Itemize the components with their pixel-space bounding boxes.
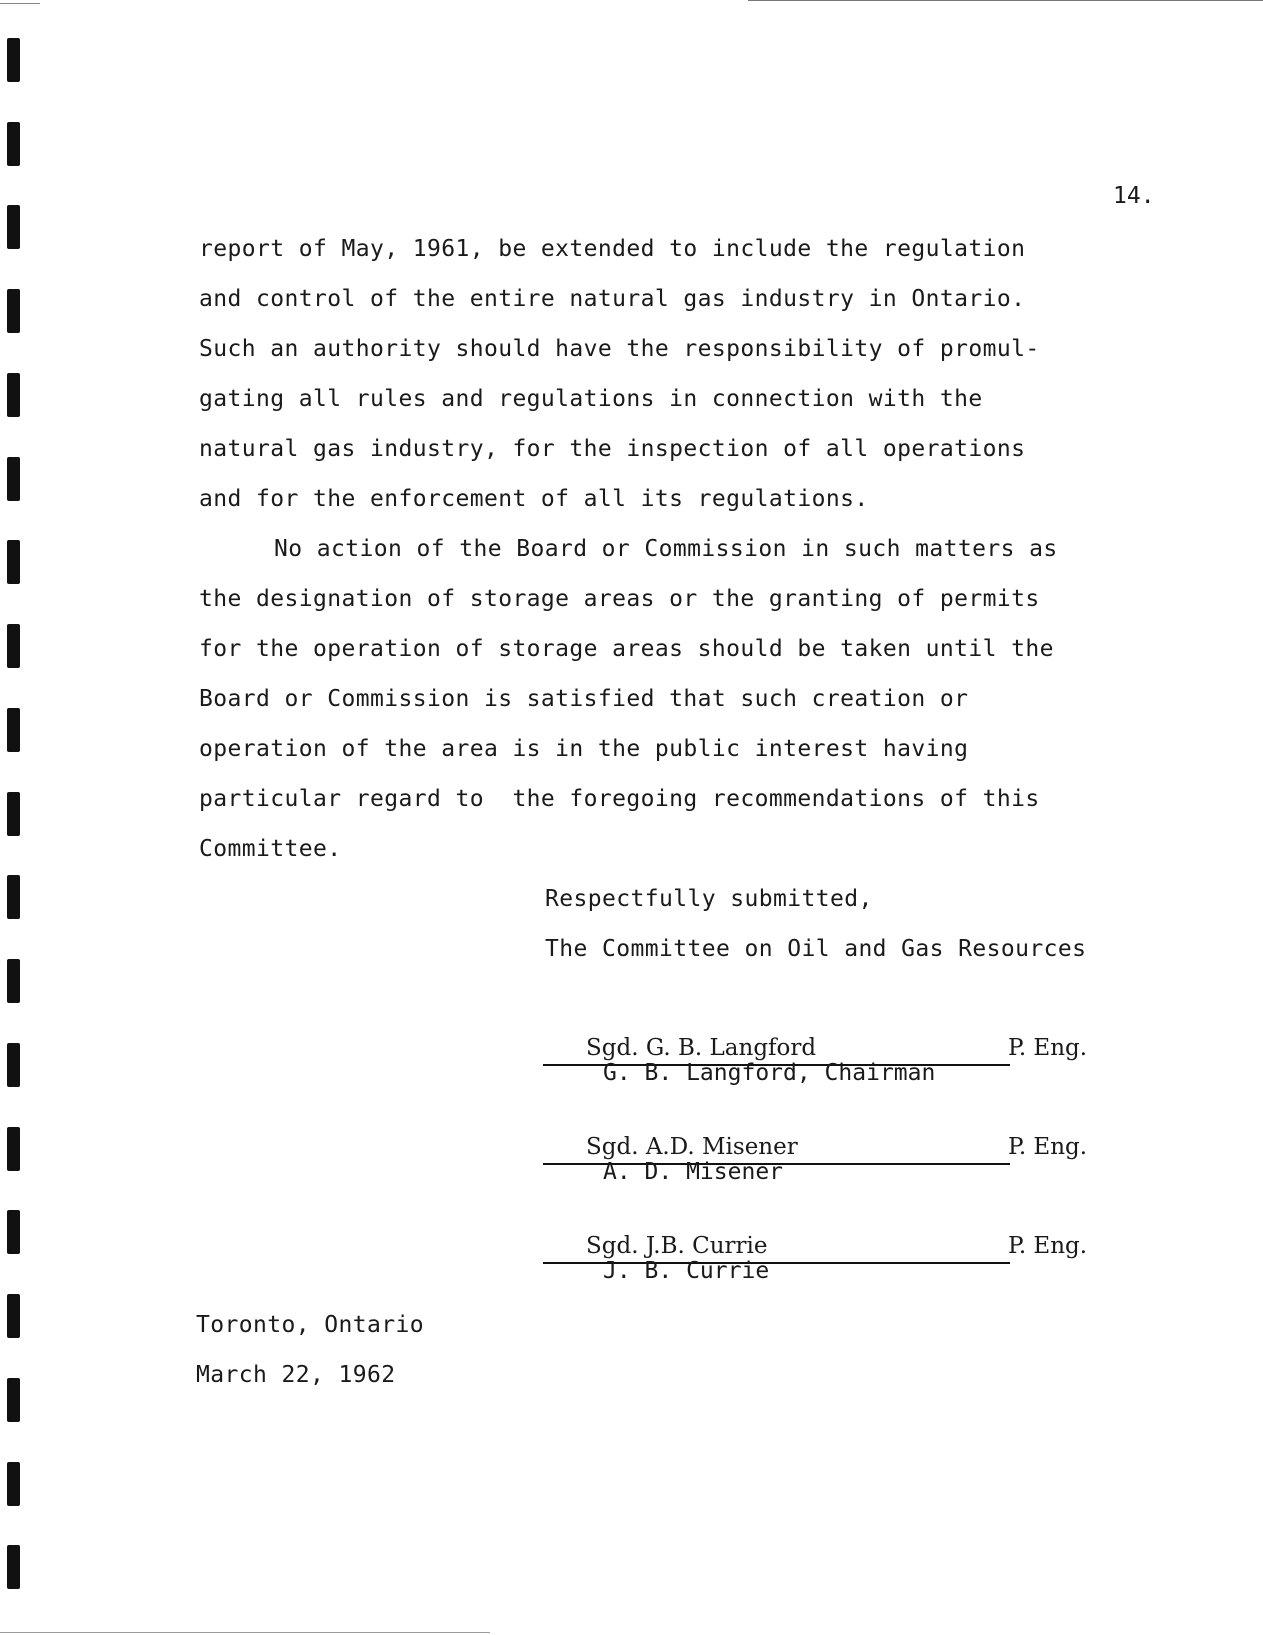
signature-title: P. Eng. (1008, 1233, 1088, 1259)
punch-mark (7, 1043, 20, 1087)
signature-block (543, 1035, 1113, 1095)
punch-mark (7, 624, 20, 668)
body-line: and control of the entire natural gas industry in Ontario. (199, 286, 1026, 312)
punch-mark (7, 959, 20, 1003)
bottom-rule (0, 1632, 490, 1633)
punch-mark (7, 373, 20, 417)
page-number: 14. (1113, 183, 1155, 209)
punch-mark (7, 1378, 20, 1422)
body-line: Board or Commission is satisfied that such creation or (199, 686, 969, 712)
date: March 22, 1962 (196, 1362, 396, 1388)
punch-mark (7, 1127, 20, 1171)
punch-mark (7, 875, 20, 919)
closing-salutation: Respectfully submitted, (545, 886, 873, 912)
signature-block (543, 1233, 1113, 1293)
signature-signed: Sgd. G. B. Langford (586, 1035, 817, 1061)
body-line: for the operation of storage areas should be taken until the (199, 636, 1054, 662)
body-line: report of May, 1961, be extended to include the regulation (199, 236, 1026, 262)
signature-signed: Sgd. A.D. Misener (586, 1134, 798, 1160)
punch-mark (7, 1545, 20, 1589)
punch-mark (7, 540, 20, 584)
body-line: the designation of storage areas or the granting of permits (199, 586, 1040, 612)
punch-mark (7, 289, 20, 333)
signature-block (543, 1134, 1113, 1194)
body-line: Committee. (199, 836, 342, 862)
signature-name: G. B. Langford, Chairman (603, 1060, 936, 1086)
committee-name: The Committee on Oil and Gas Resources (545, 936, 1087, 962)
location: Toronto, Ontario (196, 1312, 424, 1338)
punch-mark (7, 205, 20, 249)
body-line: particular regard to the foregoing recommendations of this (199, 786, 1040, 812)
body-line: gating all rules and regulations in connection with the (199, 386, 983, 412)
signature-signed: Sgd. J.B. Currie (586, 1233, 768, 1259)
signature-name: A. D. Misener (603, 1159, 784, 1185)
punch-marks (7, 0, 27, 1635)
top-rule-right (748, 0, 1263, 1)
punch-mark (7, 122, 20, 166)
punch-mark (7, 1210, 20, 1254)
punch-mark (7, 708, 20, 752)
body-line: natural gas industry, for the inspection of all operations (199, 436, 1026, 462)
punch-mark (7, 457, 20, 501)
body-line: No action of the Board or Commission in such matters as (274, 536, 1058, 562)
punch-mark (7, 38, 20, 82)
signature-name: J. B. Currie (603, 1258, 770, 1284)
body-line: and for the enforcement of all its regulations. (199, 486, 869, 512)
body-line: Such an authority should have the responsibility of promul- (199, 336, 1040, 362)
punch-mark (7, 1462, 20, 1506)
signature-title: P. Eng. (1008, 1035, 1088, 1061)
body-line: operation of the area is in the public interest having (199, 736, 969, 762)
punch-mark (7, 1294, 20, 1338)
punch-mark (7, 792, 20, 836)
signature-title: P. Eng. (1008, 1134, 1088, 1160)
